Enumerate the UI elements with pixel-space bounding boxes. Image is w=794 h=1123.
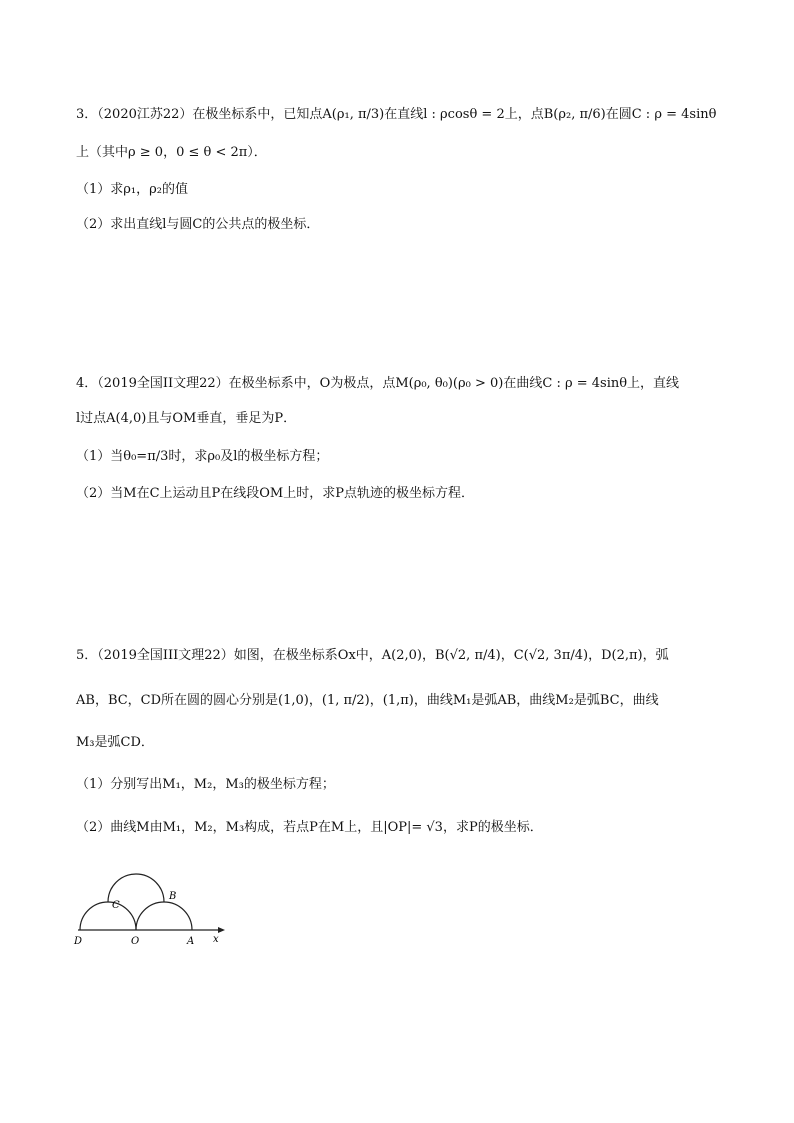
p4-line-1: 4．（2019全国II文理22）在极坐标系中，O为极点，点M(ρ₀, θ₀)(ρ₀ > 0)在曲线C : ρ = 4sinθ上，直线 bbox=[76, 376, 680, 391]
p3-line-2: 上（其中ρ ≥ 0，0 ≤ θ < 2π）． bbox=[76, 145, 267, 160]
arc-cd bbox=[80, 902, 136, 930]
p4-line-2: l过点A(4,0)且与OM垂直，垂足为P． bbox=[76, 411, 297, 426]
p4-q1: （1）当θ₀=π/3时，求ρ₀及l的极坐标方程； bbox=[76, 449, 329, 464]
p5-q1: （1）分别写出M₁，M₂，M₃的极坐标方程； bbox=[76, 777, 335, 792]
arc-ab bbox=[136, 902, 192, 930]
p4-q2: （2）当M在C上运动且P在线段OM上时，求P点轨迹的极坐标方程． bbox=[76, 486, 474, 501]
arc-figure bbox=[70, 852, 230, 964]
p5-q2: （2）曲线M由M₁，M₂，M₃构成，若点P在M上，且|OP|= √3，求P的极坐标． bbox=[76, 820, 543, 835]
x-axis-arrow-icon bbox=[218, 927, 225, 933]
p5-line-1: 5．（2019全国III文理22）如图，在极坐标系Ox中，A(2,0)，B(√2, π/4)，C(√2, 3π/4)，D(2,π)，弧 bbox=[76, 648, 669, 663]
label-c: C bbox=[112, 900, 120, 911]
p3-q1: （1）求ρ₁，ρ₂的值 bbox=[76, 182, 188, 197]
p3-q2: （2）求出直线l与圆C的公共点的极坐标． bbox=[76, 217, 320, 232]
label-o: O bbox=[131, 936, 140, 947]
label-d: D bbox=[74, 936, 83, 947]
p3-line-1: 3．（2020江苏22）在极坐标系中，已知点A(ρ₁, π/3)在直线l : ρcosθ = 2上，点B(ρ₂, π/6)在圆C : ρ = 4sinθ bbox=[76, 107, 717, 122]
arc-bc bbox=[108, 874, 164, 902]
p5-line-3: M₃是弧CD． bbox=[76, 735, 154, 750]
label-a: A bbox=[187, 936, 195, 947]
label-x: x bbox=[213, 934, 219, 945]
p5-line-2: AB，BC，CD所在圆的圆心分别是(1,0)，(1, π/2)，(1,π)，曲线M₁是弧AB，曲线M₂是弧BC，曲线 bbox=[76, 693, 659, 708]
label-b: B bbox=[169, 891, 177, 902]
